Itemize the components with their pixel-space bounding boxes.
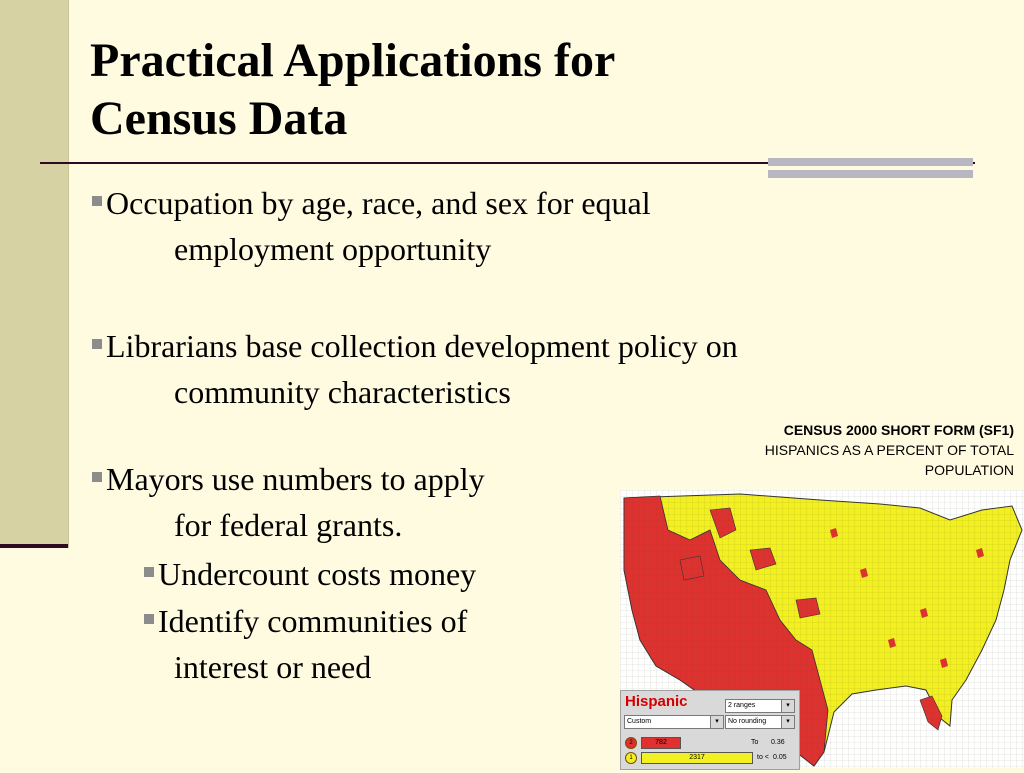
custom-select[interactable] (624, 715, 724, 729)
bullet-continuation: interest or need (174, 649, 372, 685)
chevron-down-icon[interactable]: ▾ (710, 716, 723, 728)
bullet-text: Undercount costs money (158, 556, 477, 592)
sub-bullet-1 (144, 551, 476, 597)
legend-range-count[interactable]: 2317 (641, 752, 753, 764)
legend-range-label: To (751, 739, 759, 746)
bullet-continuation: employment opportunity (174, 231, 492, 267)
legend-range-label: to < (757, 754, 769, 761)
bullet-square-icon (92, 339, 102, 349)
title-accent-bar (768, 158, 973, 178)
bullet-square-icon (144, 567, 154, 577)
caption-line-2: HISPANICS AS A PERCENT OF TOTAL POPULATION (764, 442, 1014, 478)
bullet-3 (92, 456, 485, 548)
bullet-1 (92, 180, 651, 272)
legend-range-value: 0.05 (773, 754, 787, 761)
ranges-select[interactable] (725, 699, 795, 713)
map-legend-panel (620, 690, 800, 770)
chevron-down-icon[interactable]: ▾ (781, 716, 794, 728)
bullet-text: Librarians base collection development policy on (106, 328, 738, 364)
map-caption (674, 420, 1014, 480)
bullet-2 (92, 323, 738, 415)
custom-select-value: Custom (627, 718, 652, 725)
left-decor-band (0, 0, 69, 548)
bullet-continuation: for federal grants. (174, 507, 403, 543)
bullet-square-icon (92, 196, 102, 206)
caption-line-1: CENSUS 2000 SHORT FORM (SF1) (783, 422, 1014, 438)
bullet-square-icon (92, 472, 102, 482)
bullet-text: Identify communities of (158, 603, 468, 639)
ranges-select-value: 2 ranges (728, 702, 756, 709)
sub-bullet-2 (144, 598, 467, 690)
left-decor-rule (0, 544, 68, 548)
bullet-text: Occupation by age, race, and sex for equal (106, 185, 651, 221)
legend-title: Hispanic (625, 693, 688, 710)
bullet-text: Mayors use numbers to apply (106, 461, 485, 497)
rounding-select-value: No rounding (728, 718, 767, 725)
rounding-select[interactable] (725, 715, 795, 729)
chevron-down-icon[interactable]: ▾ (781, 700, 794, 712)
title-line-1: Practical Applications for (90, 34, 616, 87)
legend-range-badge[interactable]: 2 (625, 737, 637, 749)
legend-range-value: 0.36 (771, 739, 785, 746)
bullet-continuation: community characteristics (174, 374, 511, 410)
bullet-square-icon (144, 614, 154, 624)
legend-range-badge[interactable]: 1 (625, 752, 637, 764)
title-line-2: Census Data (90, 92, 348, 145)
slide-title (90, 32, 790, 148)
legend-range-count[interactable]: 782 (641, 737, 681, 749)
